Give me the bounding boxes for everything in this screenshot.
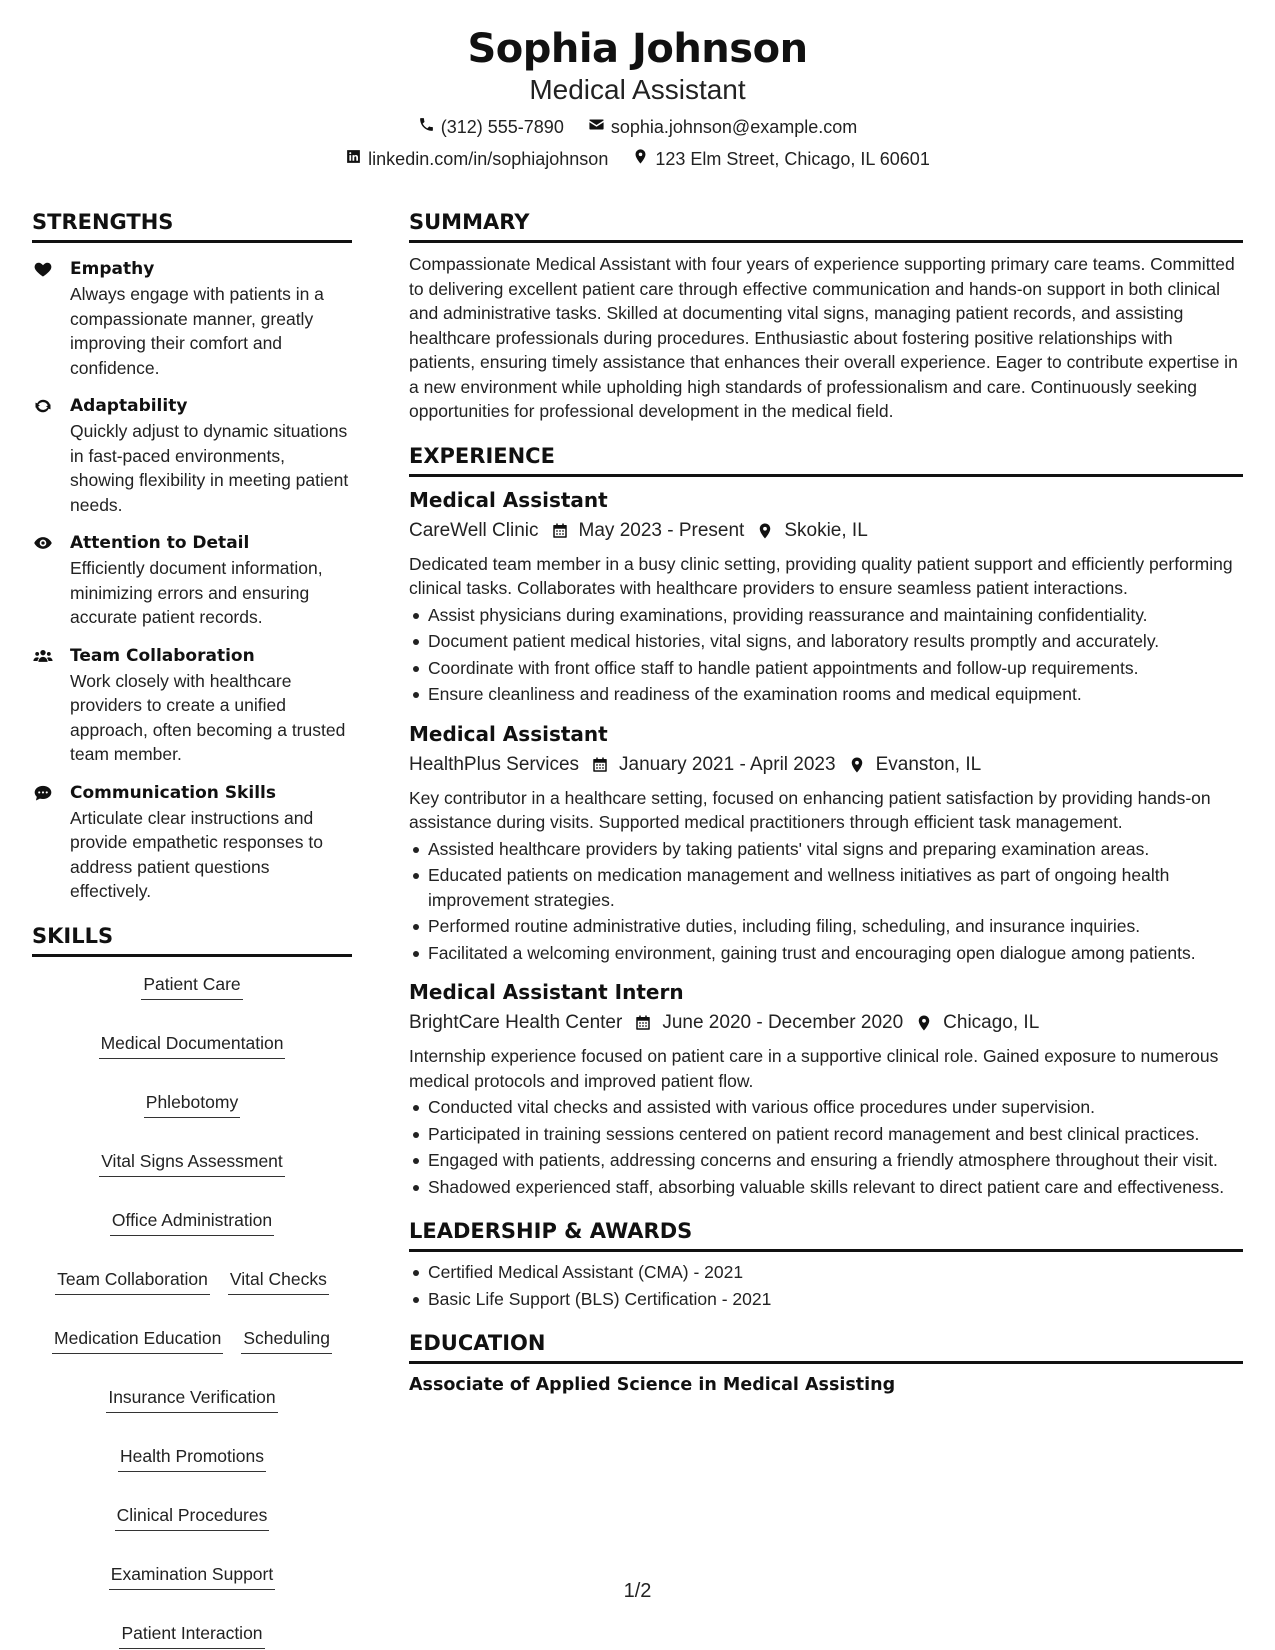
skills-list <box>32 971 352 1649</box>
education-heading: EDUCATION <box>409 1329 1243 1364</box>
leadership-heading: LEADERSHIP & AWARDS <box>409 1217 1243 1252</box>
strength-item <box>32 781 352 904</box>
address-text: 123 Elm Street, Chicago, IL 60601 <box>655 149 930 169</box>
skill-tag: Vital Checks <box>228 1266 329 1295</box>
skill-tag: Insurance Verification <box>106 1384 277 1413</box>
skill-tag: Patient Care <box>141 971 242 1000</box>
job-desc: Internship experience focused on patient care in a supportive clinical role. Gained exposure to numerous medical protocols and improved patient flow. <box>409 1046 1219 1091</box>
skill-tag: Health Promotions <box>118 1443 266 1472</box>
skill-tag: Patient Interaction <box>119 1620 264 1649</box>
job-location: Skokie, IL <box>784 519 868 541</box>
summary-heading: SUMMARY <box>409 208 1243 243</box>
page-number: 1/2 <box>623 1580 652 1602</box>
calendar-icon <box>634 1014 652 1032</box>
strength-desc: Always engage with patients in a compassionate manner, greatly improving their comfort and confidence. <box>70 284 324 378</box>
job-dates: January 2021 - April 2023 <box>619 753 836 775</box>
job-bullet: Facilitated a welcoming environment, gaining trust and encouraging open dialogue among patients. <box>409 941 1243 966</box>
strength-desc: Articulate clear instructions and provide empathetic responses to address patient questions effectively. <box>70 807 323 901</box>
map-pin-icon <box>756 522 774 540</box>
map-pin-icon <box>632 146 649 172</box>
job-bullet: Engaged with patients, addressing concerns and ensuring a friendly atmosphere throughout their visit. <box>409 1148 1243 1173</box>
job-bullet: Assisted healthcare providers by taking patients' vital signs and preparing examination areas. <box>409 837 1243 862</box>
job-company: HealthPlus Services <box>409 753 580 775</box>
map-pin-icon <box>848 756 866 774</box>
education-degree: Associate of Applied Science in Medical Assisting <box>409 1375 896 1395</box>
users-icon <box>32 646 54 666</box>
skill-tag: Scheduling <box>241 1325 332 1354</box>
calendar-icon <box>551 522 569 540</box>
eye-icon <box>32 533 54 553</box>
award-item: Basic Life Support (BLS) Certification - 2021 <box>409 1287 1243 1312</box>
job-bullet: Document patient medical histories, vital signs, and laboratory results promptly and accurately. <box>409 629 1243 654</box>
job-location: Evanston, IL <box>875 753 982 775</box>
strength-desc: Efficiently document information, minimizing errors and ensuring accurate patient records. <box>70 558 323 627</box>
job-title: Medical Assistant <box>409 487 608 512</box>
contact-linkedin[interactable] <box>345 146 608 172</box>
job-bullet: Assist physicians during examinations, providing reassurance and maintaining confidentiality. <box>409 603 1243 628</box>
phone-text: (312) 555-7890 <box>440 117 564 137</box>
email-text[interactable]: sophia.johnson@example.com <box>610 117 858 137</box>
chat-icon <box>32 783 54 803</box>
strength-title: Adaptability <box>70 396 188 416</box>
skill-tag: Vital Signs Assessment <box>99 1148 285 1177</box>
map-pin-icon <box>915 1014 933 1032</box>
strengths-heading: STRENGTHS <box>32 208 352 243</box>
heart-icon <box>32 259 54 279</box>
skill-tag: Examination Support <box>109 1561 275 1590</box>
strength-item <box>32 394 352 517</box>
experience-heading: EXPERIENCE <box>409 442 1243 477</box>
skill-tag: Phlebotomy <box>144 1089 240 1118</box>
job-bullet: Educated patients on medication management and wellness initiatives as part of ongoing health improvement strategies. <box>409 863 1243 912</box>
strength-title: Communication Skills <box>70 782 276 803</box>
sync-icon <box>32 396 54 416</box>
calendar-icon <box>591 756 609 774</box>
skills-heading: SKILLS <box>32 922 352 957</box>
candidate-name: Sophia Johnson <box>467 26 808 72</box>
contact-row-2 <box>0 146 1275 172</box>
skill-tag: Office Administration <box>110 1207 274 1236</box>
job-company: BrightCare Health Center <box>409 1012 623 1033</box>
right-column <box>409 208 1243 1398</box>
job-dates: May 2023 - Present <box>578 519 745 541</box>
contact-email[interactable] <box>588 114 857 140</box>
strength-desc: Work closely with healthcare providers to create a unified approach, often becoming a trusted team member. <box>70 670 346 764</box>
strength-title: Attention to Detail <box>70 533 250 553</box>
strength-desc: Quickly adjust to dynamic situations in fast-paced environments, showing flexibility in meeting patient needs. <box>70 421 349 515</box>
job-bullets <box>409 603 1243 707</box>
strength-item <box>32 257 352 380</box>
job-location: Chicago, IL <box>943 1012 1040 1033</box>
job-meta <box>409 516 1243 546</box>
skill-tag: Team Collaboration <box>55 1266 210 1295</box>
phone-icon <box>418 114 435 140</box>
candidate-role: Medical Assistant <box>529 74 746 105</box>
contact-address <box>632 146 930 172</box>
contact-phone <box>418 114 564 140</box>
resume-header <box>0 22 1275 172</box>
skill-tag: Medical Documentation <box>99 1030 286 1059</box>
envelope-icon <box>588 114 605 140</box>
summary-text: Compassionate Medical Assistant with four years of experience supporting primary care teams. Committed to delivering excellent patient care through effective communication and hands-on support in both clinical and administrative tasks. Skilled at documenting vital signs, managing patient records, and assisting healthcare professionals during procedures. Enthusiastic about fostering positive relationships with patients, ensuring timely assistance that enhances their overall experience. Eager to contribute expertise in a new environment while upholding high standards of professionalism and care. Continuously seeking opportunities for professional development in the medical field. <box>409 254 1238 421</box>
job-bullet: Shadowed experienced staff, absorbing valuable skills relevant to direct patient care and effectiveness. <box>409 1175 1243 1200</box>
strength-title: Team Collaboration <box>70 645 255 666</box>
award-item: Certified Medical Assistant (CMA) - 2021 <box>409 1260 1243 1285</box>
job-bullet: Ensure cleanliness and readiness of the examination rooms and medical equipment. <box>409 682 1243 707</box>
job-bullets <box>409 837 1243 966</box>
job-dates: June 2020 - December 2020 <box>662 1012 904 1033</box>
skill-tag: Clinical Procedures <box>115 1502 270 1531</box>
linkedin-icon <box>345 146 362 172</box>
job-entry <box>409 977 1243 1199</box>
left-column <box>32 208 352 1649</box>
job-bullet: Performed routine administrative duties, including filing, scheduling, and insurance inquiries. <box>409 914 1243 939</box>
job-desc: Key contributor in a healthcare setting, focused on enhancing patient satisfaction by providing hands-on assistance during visits. Supported medical practitioners through efficient task management. <box>409 787 1211 832</box>
leadership-list <box>409 1260 1243 1311</box>
strength-title: Empathy <box>70 259 155 279</box>
job-meta <box>409 1008 1243 1038</box>
contact-row-1 <box>0 114 1275 140</box>
job-bullets <box>409 1095 1243 1199</box>
skill-tag: Medication Education <box>52 1325 223 1354</box>
job-bullet: Participated in training sessions centered on patient record management and best clinical practices. <box>409 1122 1243 1147</box>
linkedin-text[interactable]: linkedin.com/in/sophiajohnson <box>368 149 609 169</box>
job-title: Medical Assistant Intern <box>409 980 684 1004</box>
strength-item <box>32 644 352 767</box>
job-company: CareWell Clinic <box>409 519 539 541</box>
job-entry <box>409 485 1243 707</box>
job-desc: Dedicated team member in a busy clinic setting, providing quality patient support and efficiently performing clinical tasks. Collaborates with healthcare providers to ensure seamless patient interactions. <box>409 553 1233 598</box>
job-meta <box>409 750 1243 780</box>
job-title: Medical Assistant <box>409 721 608 746</box>
job-entry <box>409 719 1243 966</box>
job-bullet: Conducted vital checks and assisted with various office procedures under supervision. <box>409 1095 1243 1120</box>
job-bullet: Coordinate with front office staff to handle patient appointments and follow-up requirements. <box>409 656 1243 681</box>
strength-item <box>32 531 352 630</box>
